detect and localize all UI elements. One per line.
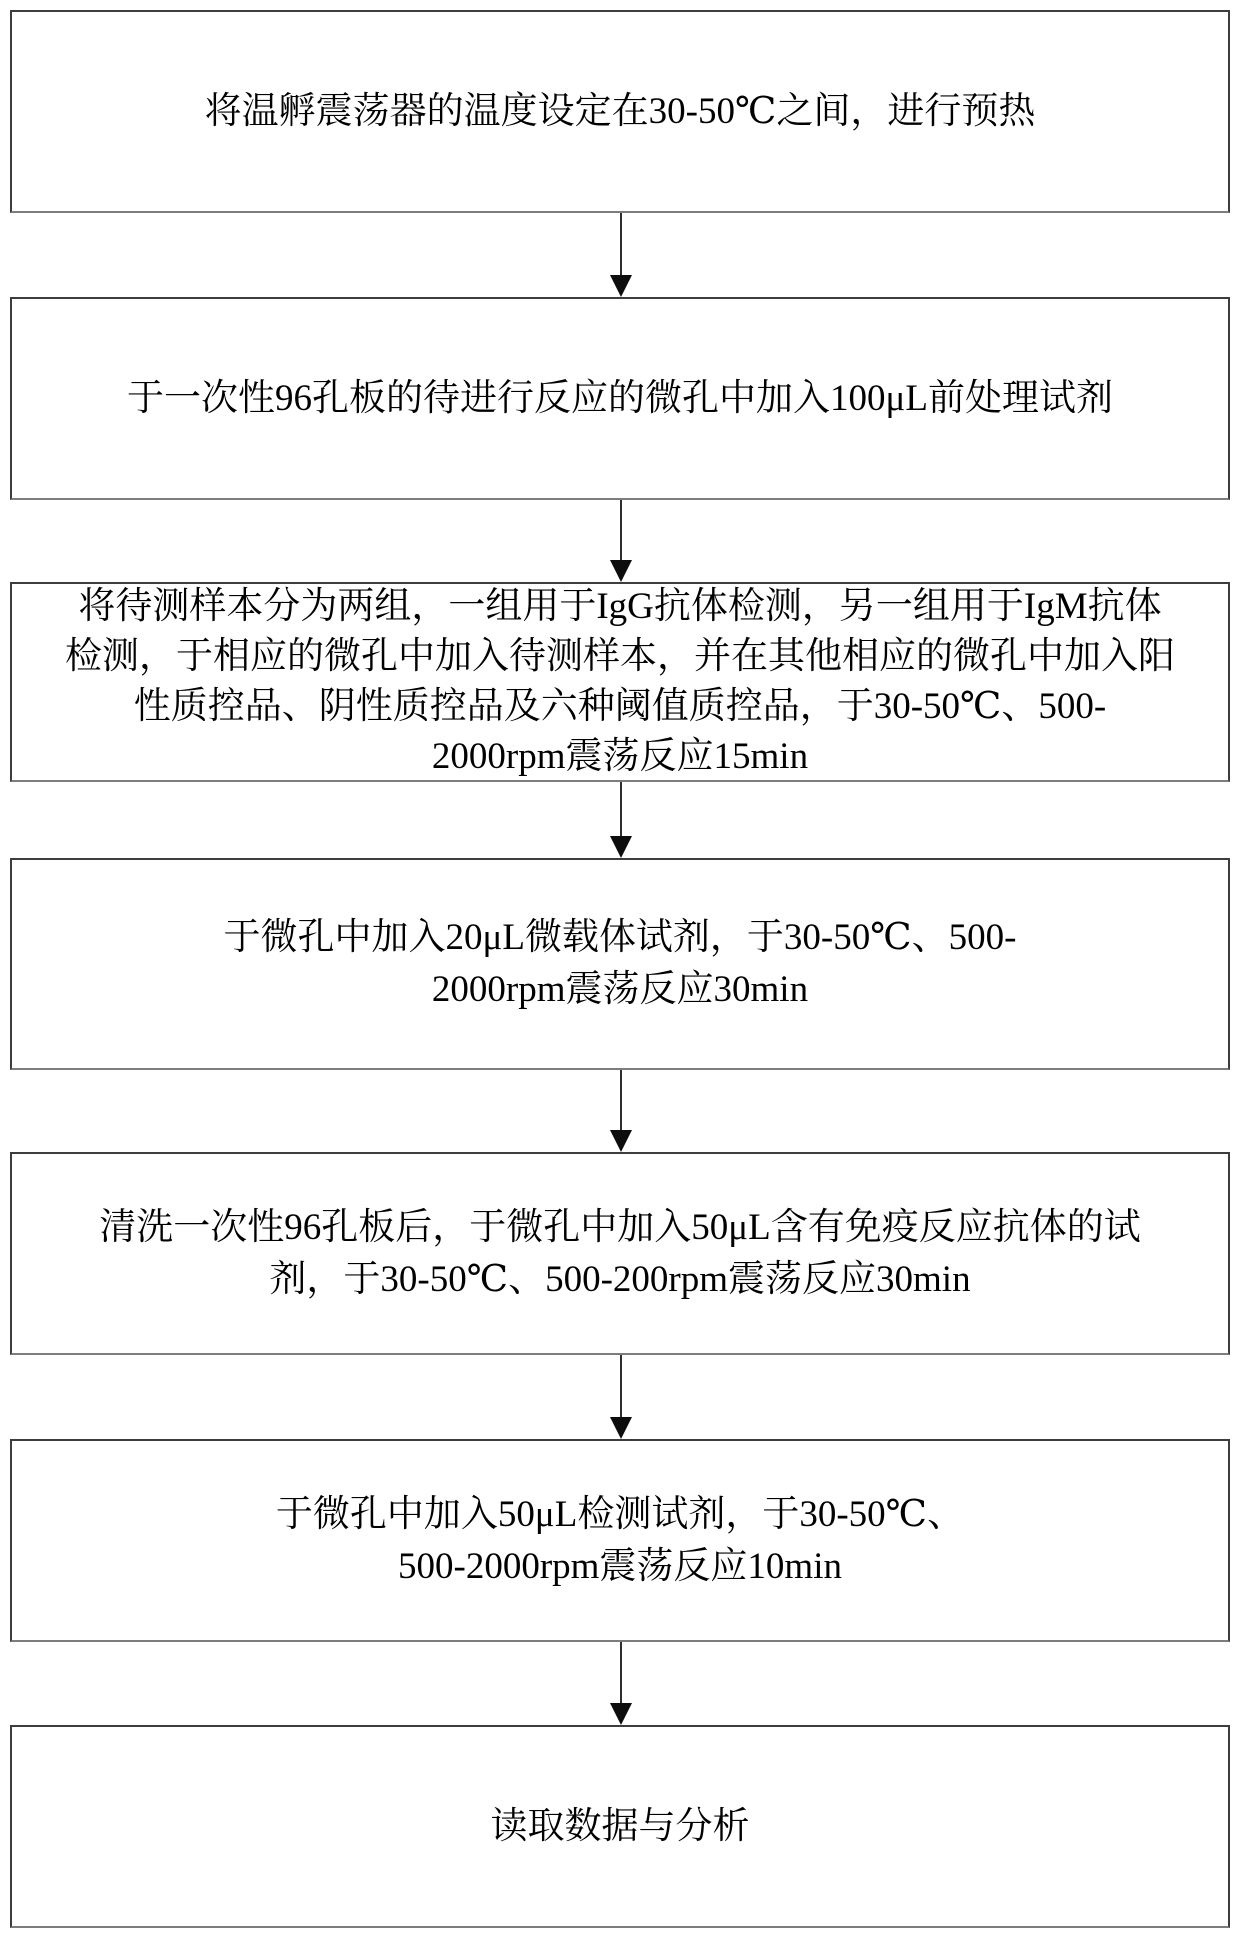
arrow-line xyxy=(620,1070,622,1131)
arrow-head-icon xyxy=(610,560,632,582)
step-text-1: 将温孵震荡器的温度设定在30-50℃之间，进行预热 xyxy=(204,90,1036,132)
flow-arrow-2 xyxy=(610,500,632,582)
flow-arrow-4 xyxy=(610,1070,632,1152)
flow-arrow-6 xyxy=(610,1642,632,1725)
arrow-head-icon xyxy=(610,1130,632,1152)
step-text-6: 于微孔中加入50μL检测试剂，于30-50℃、 500-2000rpm震荡反应10min xyxy=(275,1493,965,1587)
arrow-head-icon xyxy=(610,1703,632,1725)
step-text-3: 将待测样本分为两组，一组用于IgG抗体检测，另一组用于IgM抗体 检测，于相应的微孔中加入待测样本，并在其他相应的微孔中加入阳 性质控品、阴性质控品及六种阈值质控品，于30-50℃、500- 2000rpm震荡反应15min xyxy=(65,586,1175,777)
arrow-line xyxy=(620,500,622,561)
step-text-2: 于一次性96孔板的待进行反应的微孔中加入100μL前处理试剂 xyxy=(127,377,1113,419)
step-text-4: 于微孔中加入20μL微载体试剂，于30-50℃、500- 2000rpm震荡反应30min xyxy=(223,917,1017,1010)
step-box-5 xyxy=(10,1152,1230,1355)
step-box-3 xyxy=(10,582,1230,782)
flow-arrow-5 xyxy=(610,1355,632,1439)
step-box-7 xyxy=(10,1725,1230,1928)
flow-arrow-3 xyxy=(610,782,632,858)
arrow-line xyxy=(620,782,622,837)
step-text-7: 读取数据与分析 xyxy=(490,1805,750,1847)
arrow-head-icon xyxy=(610,1417,632,1439)
step-box-6 xyxy=(10,1439,1230,1642)
flow-arrow-1 xyxy=(610,213,632,297)
arrow-line xyxy=(620,213,622,276)
arrow-line xyxy=(620,1642,622,1704)
arrow-line xyxy=(620,1355,622,1418)
arrow-head-icon xyxy=(610,275,632,297)
step-box-1 xyxy=(10,10,1230,213)
arrow-head-icon xyxy=(610,836,632,858)
step-box-2 xyxy=(10,297,1230,500)
step-box-4 xyxy=(10,858,1230,1070)
step-text-5: 清洗一次性96孔板后，于微孔中加入50μL含有免疫反应抗体的试 剂，于30-50℃、500-200rpm震荡反应30min xyxy=(99,1206,1141,1300)
